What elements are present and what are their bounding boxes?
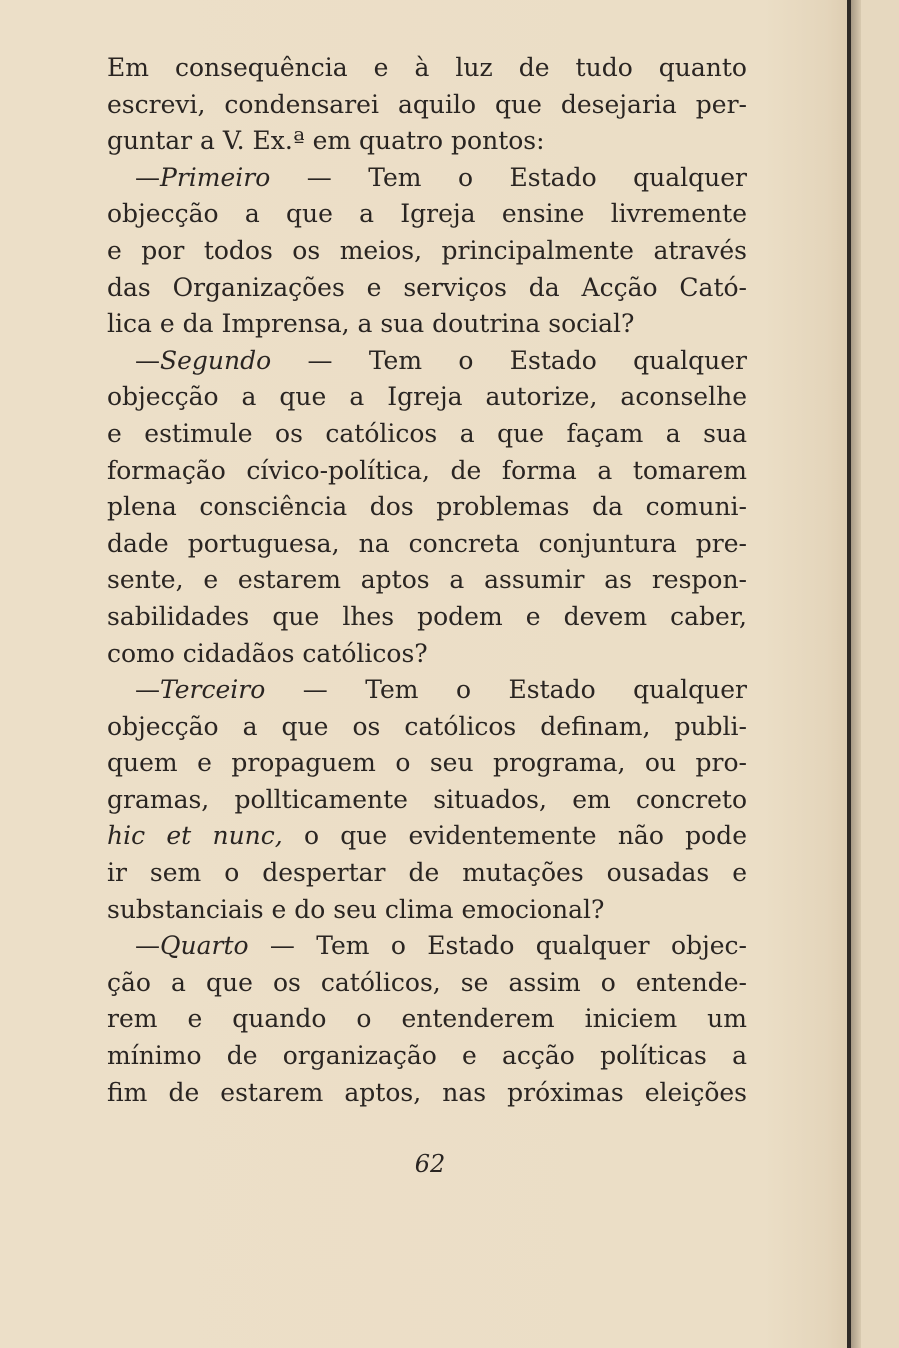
line-text: o que evidentemente não pode — [282, 821, 747, 851]
point-heading: Primeiro — [160, 162, 271, 192]
text-line — [107, 343, 747, 380]
text-line — [107, 1001, 747, 1038]
line-text: sente, e estarem aptos a assumir as respon- — [107, 565, 747, 595]
line-text: plena consciência dos problemas da comuni- — [107, 492, 747, 522]
text-line — [107, 709, 747, 746]
text-line — [107, 892, 747, 929]
em-dash: — — [135, 162, 160, 192]
text-line — [107, 636, 747, 673]
text-line — [107, 1038, 747, 1075]
text-line — [107, 672, 747, 709]
point-heading: Terceiro — [160, 675, 266, 705]
text-line — [107, 306, 747, 343]
line-text: — Tem o Estado qualquer objec- — [248, 931, 747, 961]
line-text: Em consequência e à luz de tudo quanto — [107, 53, 747, 82]
text-line — [107, 453, 747, 490]
line-text: fim de estarem aptos, nas próximas eleições — [107, 1077, 747, 1107]
text-line — [107, 1075, 747, 1112]
line-text: como cidadãos católicos? — [107, 638, 428, 668]
text-line — [107, 562, 747, 599]
line-text: objecção a que a Igreja ensine livremente — [107, 199, 747, 229]
line-text: substanciais e do seu clima emocional? — [107, 894, 605, 924]
line-text: objecção a que os católicos definam, publi- — [107, 711, 747, 741]
line-text: — Tem o Estado qualquer — [265, 675, 747, 705]
text-line — [107, 855, 747, 892]
line-text: guntar a V. Ex.ª em quatro pontos: — [107, 126, 545, 156]
em-dash: — — [135, 931, 160, 961]
line-text: mínimo de organização e acção políticas a — [107, 1041, 747, 1071]
text-line — [107, 233, 747, 270]
page-gutter-shadow — [851, 0, 861, 1348]
text-line — [107, 489, 747, 526]
text-line — [107, 965, 747, 1002]
point-heading: Segundo — [160, 345, 272, 375]
page-edge — [847, 0, 851, 1348]
line-text: gramas, pollticamente situados, em concreto — [107, 784, 747, 814]
line-text: das Organizações e serviços da Acção Cató- — [107, 272, 747, 302]
point-heading: Quarto — [160, 931, 249, 961]
line-text: lica e da Imprensa, a sua doutrina social? — [107, 309, 635, 339]
line-text: formação cívico-política, de forma a tomarem — [107, 455, 747, 485]
body-text — [107, 50, 747, 1111]
line-text: ção a que os católicos, se assim o entende- — [107, 967, 747, 997]
line-text: — Tem o Estado qualquer — [270, 162, 747, 192]
line-text: sabilidades que lhes podem e devem caber, — [107, 601, 747, 631]
text-line — [107, 928, 747, 965]
page-number: 62 — [414, 1150, 446, 1178]
latin-phrase: hic et nunc, — [107, 821, 283, 851]
text-line — [107, 745, 747, 782]
line-text: e por todos os meios, principalmente através — [107, 235, 747, 265]
text-line — [107, 270, 747, 307]
line-text: escrevi, condensarei aquilo que desejaria per- — [107, 89, 747, 119]
line-text: rem e quando o entenderem iniciem um — [107, 1004, 747, 1034]
text-line — [107, 599, 747, 636]
text-line — [107, 87, 747, 124]
text-line — [107, 416, 747, 453]
em-dash: — — [135, 675, 160, 705]
line-text: quem e propaguem o seu programa, ou pro- — [107, 748, 747, 778]
text-line — [107, 50, 747, 87]
line-text: dade portuguesa, na concreta conjuntura pre- — [107, 528, 747, 558]
text-line — [107, 818, 747, 855]
text-line — [107, 379, 747, 416]
line-text: ir sem o despertar de mutações ousadas e — [107, 858, 747, 888]
line-text: objecção a que a Igreja autorize, aconselhe — [107, 382, 747, 412]
line-text: e estimule os católicos a que façam a sua — [107, 418, 747, 448]
text-line — [107, 782, 747, 819]
line-text: — Tem o Estado qualquer — [271, 345, 747, 375]
text-line — [107, 196, 747, 233]
text-line — [107, 160, 747, 197]
em-dash: — — [135, 345, 160, 375]
text-line — [107, 123, 747, 160]
next-page-margin — [861, 0, 899, 1348]
text-line — [107, 526, 747, 563]
